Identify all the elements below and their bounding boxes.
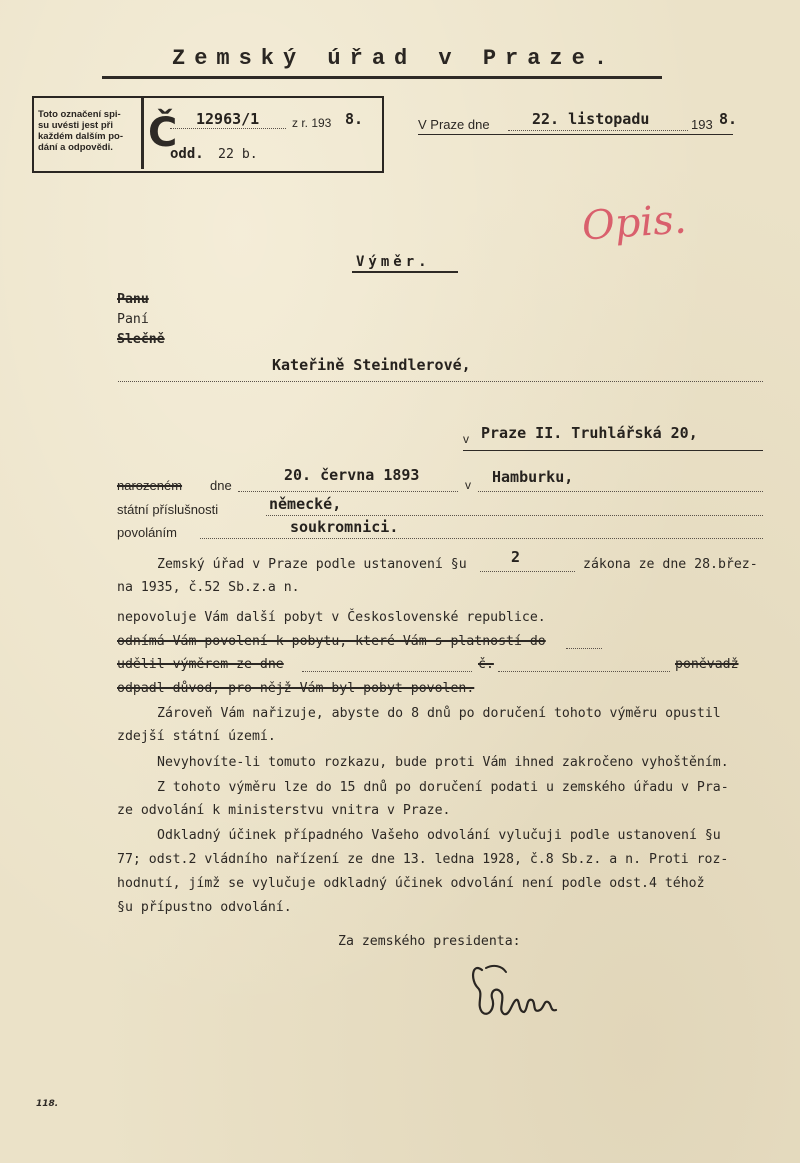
body-p7-c: hodnutí, jímž se vylučuje odkladný účinek odvolání není podle odst.4 téhož bbox=[117, 876, 705, 891]
dateline-prefix: V Praze dne bbox=[418, 117, 490, 132]
body-p7-b: 77; odst.2 vládního nařízení ze dne 13. ledna 1928, č.8 Sb.z. a n. Proti roz- bbox=[117, 852, 729, 867]
citizenship-label: státní příslušnosti bbox=[117, 502, 219, 517]
addressee-name: Kateřině Steindlerové, bbox=[272, 356, 471, 374]
reference-box-divider bbox=[141, 98, 144, 169]
reference-mark: Č bbox=[148, 110, 178, 156]
signature-label: Za zemského presidenta: bbox=[338, 934, 521, 949]
reference-number-dots bbox=[170, 128, 286, 129]
citizenship-dots bbox=[266, 515, 763, 516]
citizenship-value: německé, bbox=[269, 495, 342, 513]
copy-stamp: Opis. bbox=[580, 196, 688, 250]
body-p3-d: poněvadž bbox=[675, 657, 739, 672]
born-place-prefix: v bbox=[465, 478, 471, 492]
body-p6-b: ze odvolání k ministerstvu vnitra v Praze. bbox=[117, 803, 451, 818]
address-value: Praze II. Truhlářská 20, bbox=[481, 424, 698, 442]
born-date: 20. června 1893 bbox=[284, 466, 420, 484]
reference-year-prefix: z r. 193 bbox=[292, 116, 332, 130]
p3-until-dots bbox=[566, 648, 602, 649]
born-place-dots bbox=[478, 491, 763, 492]
reference-note-line: každém dalším po- bbox=[38, 131, 123, 142]
reference-note-line: dání a odpovědi. bbox=[38, 142, 113, 153]
office-title: Zemský úřad v Praze. bbox=[172, 46, 617, 71]
body-p7-a: Odkladný účinek případného Vašeho odvolání vylučuji podle ustanovení §u bbox=[157, 828, 721, 843]
born-date-dots bbox=[238, 491, 458, 492]
reference-year-digit: 8. bbox=[345, 110, 364, 128]
body-p3-c: č. bbox=[478, 657, 494, 672]
body-p4-a: Zároveň Vám nařizuje, abyste do 8 dnů po doručení tohoto výměru opustil bbox=[157, 706, 721, 721]
body-p1-c: na 1935, č.52 Sb.z.a n. bbox=[117, 580, 300, 595]
body-p3-a: odnímá Vám povolení k pobytu, které Vám s platností do bbox=[117, 634, 546, 649]
salutation-mrs: Paní bbox=[117, 312, 149, 327]
body-p1-section: 2 bbox=[511, 548, 521, 566]
reference-number: 12963/1 bbox=[196, 110, 260, 128]
section-dots bbox=[480, 571, 575, 572]
occupation-value: soukromnici. bbox=[290, 518, 399, 536]
dateline-dots bbox=[508, 130, 688, 131]
address-rule bbox=[463, 450, 763, 451]
reference-note bbox=[38, 109, 123, 153]
salutation-miss: Slečně bbox=[117, 332, 165, 347]
dateline-rule bbox=[418, 134, 733, 135]
body-p5: Nevyhovíte-li tomuto rozkazu, bude proti Vám ihned zakročeno vyhoštěním. bbox=[157, 755, 729, 770]
body-p1-b: zákona ze dne 28.břez- bbox=[583, 557, 758, 572]
heading-underline bbox=[352, 271, 458, 273]
born-label: narozeném bbox=[117, 478, 183, 493]
body-p3-e: odpadl důvod, pro nějž Vám byl pobyt povolen. bbox=[117, 681, 475, 696]
dept-value: 22 b. bbox=[218, 147, 258, 162]
reference-note-line: Toto označení spi- bbox=[38, 109, 121, 120]
handwritten-signature bbox=[468, 958, 568, 1022]
salutation-mr: Panu bbox=[117, 292, 149, 307]
reference-note-line: su uvésti jest při bbox=[38, 120, 113, 131]
p3-date-dots bbox=[302, 671, 472, 672]
born-place: Hamburku, bbox=[492, 468, 574, 486]
occupation-dots bbox=[200, 538, 763, 539]
body-p4-b: zdejší státní území. bbox=[117, 729, 276, 744]
header-rule bbox=[102, 76, 662, 79]
body-p1-a: Zemský úřad v Praze podle ustanovení §u bbox=[157, 557, 467, 572]
document-heading: Výměr. bbox=[356, 254, 431, 270]
occupation-label: povoláním bbox=[117, 525, 177, 540]
body-p6-a: Z tohoto výměru lze do 15 dnů po doručení podati u zemského úřadu v Pra- bbox=[157, 780, 729, 795]
body-p2: nepovoluje Vám další pobyt v Československé republice. bbox=[117, 610, 546, 625]
born-day-label: dne bbox=[210, 478, 232, 493]
body-p3-b: udělil výměrem ze dne bbox=[117, 657, 284, 672]
dept-label: odd. bbox=[170, 146, 204, 162]
dateline-date: 22. listopadu bbox=[532, 110, 650, 128]
addressee-dots bbox=[118, 381, 763, 382]
dateline-year-digit: 8. bbox=[719, 110, 738, 128]
form-number: 118. bbox=[36, 1099, 59, 1109]
body-p7-d: §u přípustno odvolání. bbox=[117, 900, 292, 915]
address-prefix: v bbox=[463, 432, 469, 446]
p3-number-dots bbox=[498, 671, 670, 672]
dateline-year-prefix: 193 bbox=[691, 117, 713, 132]
